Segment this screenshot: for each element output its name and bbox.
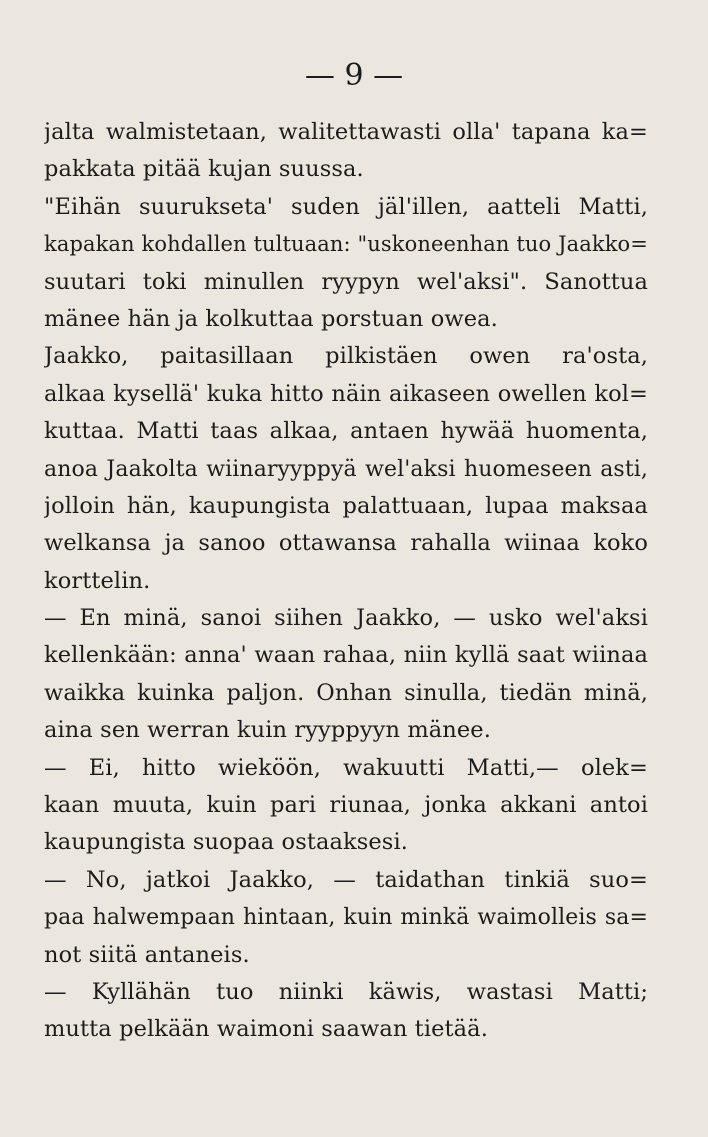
text-line: welkansa ja sanoo ottawansa rahalla wiinaa koko [44,530,648,557]
text-line: Jaakko, paitasillaan pilkistäen owen ra'osta, [44,343,648,370]
text-line: mutta pelkään waimoni saawan tietää. [44,1016,488,1043]
text-line: paa halwempaan hintaan, kuin minkä waimolleis sa= [44,905,648,931]
page-number: — 9 — [304,58,404,93]
text-line: — En minä, sanoi siihen Jaakko, — usko wel'aksi [44,605,648,632]
text-line: — No, jatkoi Jaakko, — taidathan tinkiä suo= [44,866,648,893]
text-line: — Kyllähän tuo niinki käwis, wastasi Matti; [44,978,648,1005]
text-line: kapakan kohdallen tultuaan: "uskoneenhan tuo Jaakko= [44,232,648,257]
text-line: mänee hän ja kolkuttaa porstuan owea. [44,305,498,332]
text-line: — Ei, hitto wieköön, wakuutti Matti,— olek= [44,754,648,781]
text-line: korttelin. [44,567,151,594]
text-line: "Eihän suurukseta' suden jäl'illen, aatteli Matti, [44,193,648,220]
text-line: not siitä antaneis. [44,941,250,968]
text-line: alkaa kysellä' kuka hitto näin aikaseen owellen kol= [44,380,648,407]
text-line: aina sen werran kuin ryyppyyn mänee. [44,717,491,744]
text-line: jalta walmistetaan, walitettawasti olla' tapana ka= [44,119,648,145]
text-line: pakkata pitää kujan suussa. [44,156,364,183]
text-line: kaan muuta, kuin pari riunaa, jonka akkani antoi [44,792,648,819]
body-text [44,114,648,1049]
text-line: kaupungista suopaa ostaaksesi. [44,829,408,856]
text-line: kellenkään: anna' waan rahaa, niin kyllä saat wiinaa [44,642,648,669]
text-line: anoa Jaakolta wiinaryyppyä wel'aksi huomeseen asti, [44,456,648,482]
text-line: waikka kuinka paljon. Onhan sinulla, tiedän minä, [44,679,648,706]
text-line: suutari toki minullen ryypyn wel'aksi". Sanottua [44,268,648,295]
text-line: kuttaa. Matti taas alkaa, antaen hywää huomenta, [44,418,648,445]
text-line: jolloin hän, kaupungista palattuaan, lupaa maksaa [44,492,648,519]
